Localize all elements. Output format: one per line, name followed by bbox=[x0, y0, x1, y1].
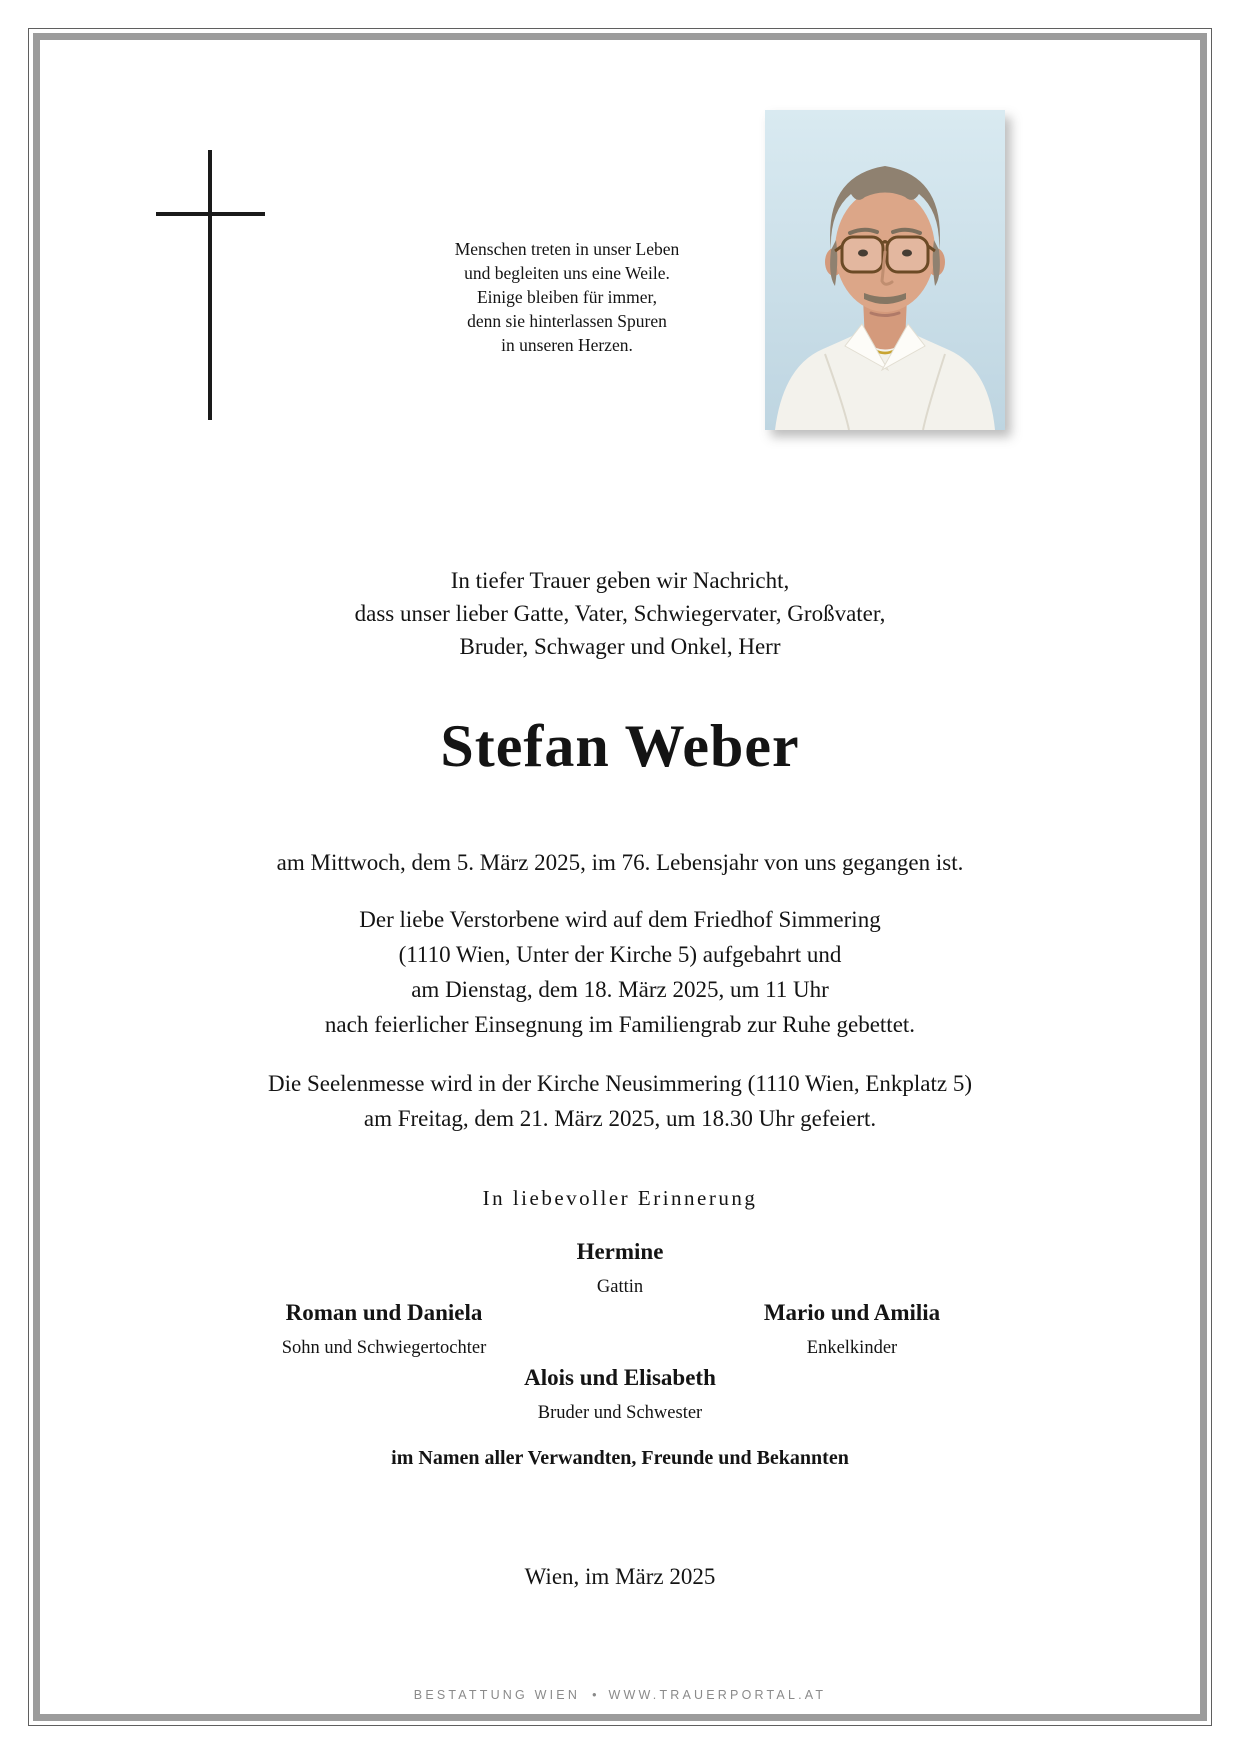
footer-website: WWW.TRAUERPORTAL.AT bbox=[608, 1688, 827, 1702]
mourner-relation: Enkelkinder bbox=[806, 1338, 898, 1358]
deceased-name: Stefan Weber bbox=[440, 713, 800, 779]
mourner-center bbox=[42, 1363, 1198, 1425]
death-date-line: am Mittwoch, dem 5. März 2025, im 76. Lebensjahr von uns gegangen ist. bbox=[276, 850, 964, 875]
cross-vertical-bar bbox=[208, 150, 212, 420]
closing-line: im Namen aller Verwandten, Freunde und Bekannten bbox=[391, 1447, 849, 1469]
portrait-photo bbox=[765, 110, 1005, 430]
intro-line: Bruder, Schwager und Onkel, Herr bbox=[459, 634, 781, 659]
mourner-name: Hermine bbox=[576, 1239, 664, 1264]
burial-line: am Dienstag, dem 18. März 2025, um 11 Uhr bbox=[411, 977, 829, 1002]
mourner-name: Alois und Elisabeth bbox=[524, 1365, 716, 1390]
mourner-relation: Gattin bbox=[596, 1277, 644, 1297]
cross-horizontal-bar bbox=[156, 212, 265, 216]
burial-details bbox=[42, 902, 1198, 1042]
mourner-left bbox=[42, 1298, 620, 1360]
burial-line: Der liebe Verstorbene wird auf dem Friedhof Simmering bbox=[359, 907, 881, 932]
poem-line: Menschen treten in unser Leben bbox=[454, 239, 680, 259]
poem-line: denn sie hinterlassen Spuren bbox=[467, 311, 667, 331]
mass-line: Die Seelenmesse wird in der Kirche Neusimmering (1110 Wien, Enkplatz 5) bbox=[268, 1071, 972, 1096]
mourner-relation: Bruder und Schwester bbox=[537, 1403, 703, 1423]
mass-line: am Freitag, dem 21. März 2025, um 18.30 Uhr gefeiert. bbox=[363, 1106, 877, 1131]
remembrance-heading: In liebevoller Erinnerung bbox=[482, 1186, 758, 1210]
mourner-name: Mario und Amilia bbox=[763, 1300, 941, 1325]
burial-line: nach feierlicher Einsegnung im Familiengrab zur Ruhe gebettet. bbox=[324, 1012, 916, 1037]
memorial-poem bbox=[417, 237, 717, 357]
poem-line: Einige bleiben für immer, bbox=[476, 287, 658, 307]
requiem-mass-details bbox=[42, 1066, 1198, 1136]
mourner-relation: Sohn und Schwiegertochter bbox=[281, 1338, 487, 1358]
footer bbox=[42, 1688, 1198, 1702]
mourner-row bbox=[42, 1298, 1198, 1360]
burial-line: (1110 Wien, Unter der Kirche 5) aufgebahrt und bbox=[398, 942, 842, 967]
poem-line: und begleiten uns eine Weile. bbox=[464, 263, 670, 283]
notice-intro bbox=[42, 564, 1198, 663]
poem-line: in unseren Herzen. bbox=[501, 335, 633, 355]
mourner-name: Roman und Daniela bbox=[285, 1300, 483, 1325]
footer-publisher: BESTATTUNG WIEN bbox=[413, 1688, 581, 1702]
intro-line: dass unser lieber Gatte, Vater, Schwiegervater, Großvater, bbox=[354, 601, 886, 626]
mourner-right bbox=[620, 1298, 1198, 1360]
mourner-primary bbox=[42, 1237, 1198, 1299]
place-dateline: Wien, im März 2025 bbox=[524, 1564, 716, 1589]
intro-line: In tiefer Trauer geben wir Nachricht, bbox=[450, 568, 790, 593]
portrait-photo-illustration bbox=[765, 110, 1005, 430]
footer-separator-dot: • bbox=[592, 1688, 597, 1702]
